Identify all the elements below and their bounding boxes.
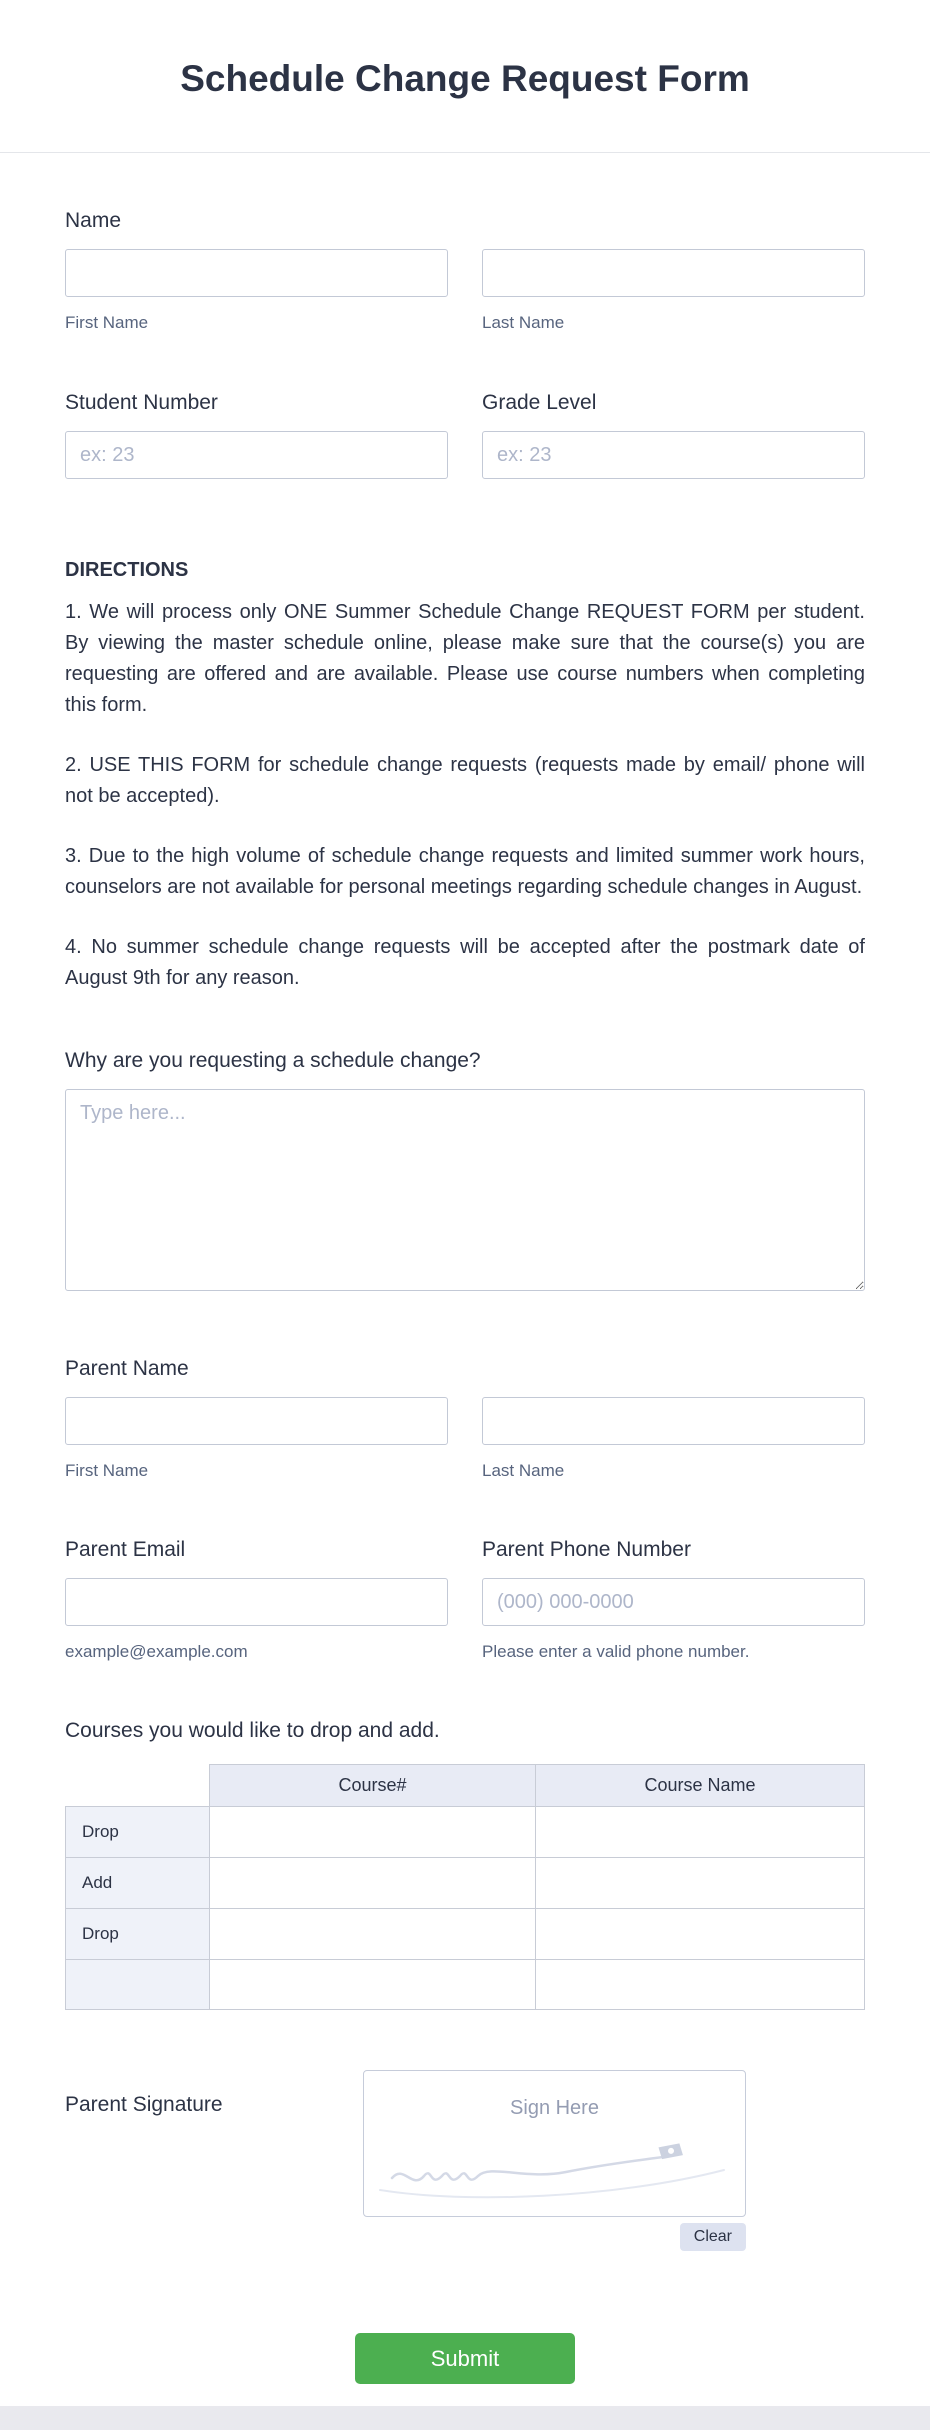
course-table bbox=[65, 1764, 865, 2010]
row-header-drop-1: Drop bbox=[65, 1806, 209, 1857]
course-cell-drop2-number[interactable] bbox=[209, 1908, 535, 1959]
student-number-field-group bbox=[65, 390, 448, 479]
parent-name-label: Parent Name bbox=[65, 1357, 189, 1380]
signature-pad[interactable] bbox=[363, 2070, 746, 2217]
course-cell-add-name[interactable] bbox=[535, 1857, 865, 1908]
parent-last-name-sublabel: Last Name bbox=[482, 1461, 565, 1480]
directions-heading: DIRECTIONS bbox=[65, 559, 189, 581]
parent-email-label: Parent Email bbox=[65, 1538, 186, 1561]
student-number-label: Student Number bbox=[65, 391, 218, 414]
grade-level-field-group bbox=[482, 390, 865, 479]
row-header-drop-2: Drop bbox=[65, 1908, 209, 1959]
form-content bbox=[0, 208, 930, 2384]
signature-squiggle-icon bbox=[376, 2126, 731, 2210]
courses-label: Courses you would like to drop and add. bbox=[65, 1719, 440, 1742]
reason-field-group bbox=[65, 1048, 865, 1296]
page-header bbox=[0, 0, 930, 153]
courses-section bbox=[65, 1718, 865, 2010]
course-table-corner-cell bbox=[65, 1764, 209, 1806]
course-number-header: Course# bbox=[209, 1764, 535, 1806]
reason-label: Why are you requesting a schedule change? bbox=[65, 1049, 481, 1072]
first-name-sublabel: First Name bbox=[65, 313, 149, 332]
row-header-empty bbox=[65, 1959, 209, 2010]
directions-paragraph-4: 4. No summer schedule change requests will be accepted after the postmark date of August 9th for any reason. bbox=[65, 936, 865, 989]
course-cell-drop2-name[interactable] bbox=[535, 1908, 865, 1959]
course-name-header: Course Name bbox=[535, 1764, 865, 1806]
name-label: Name bbox=[65, 209, 122, 232]
parent-first-name-sublabel: First Name bbox=[65, 1461, 149, 1480]
page-background-strip bbox=[0, 2406, 930, 2430]
course-cell-drop1-number[interactable] bbox=[209, 1806, 535, 1857]
signature-clear-button[interactable]: Clear bbox=[680, 2223, 746, 2251]
course-cell-add-number[interactable] bbox=[209, 1857, 535, 1908]
grade-level-label: Grade Level bbox=[482, 391, 597, 414]
parent-phone-input[interactable] bbox=[482, 1578, 865, 1626]
parent-phone-label: Parent Phone Number bbox=[482, 1538, 691, 1561]
pen-nib-icon bbox=[654, 2135, 687, 2168]
last-name-sublabel: Last Name bbox=[482, 313, 565, 332]
signature-section bbox=[65, 2070, 865, 2251]
form-title: Schedule Change Request Form bbox=[180, 58, 750, 99]
signature-label: Parent Signature bbox=[65, 2093, 223, 2116]
name-field-group bbox=[65, 208, 865, 333]
student-number-input[interactable] bbox=[65, 431, 448, 479]
parent-first-name-input[interactable] bbox=[65, 1397, 448, 1445]
parent-last-name-input[interactable] bbox=[482, 1397, 865, 1445]
parent-email-sublabel: example@example.com bbox=[65, 1642, 248, 1661]
parent-phone-sublabel: Please enter a valid phone number. bbox=[482, 1642, 750, 1661]
parent-email-input[interactable] bbox=[65, 1578, 448, 1626]
row-header-add: Add bbox=[65, 1857, 209, 1908]
last-name-input[interactable] bbox=[482, 249, 865, 297]
first-name-input[interactable] bbox=[65, 249, 448, 297]
email-phone-row bbox=[65, 1537, 865, 1662]
student-grade-row bbox=[65, 390, 865, 479]
course-cell-drop1-name[interactable] bbox=[535, 1806, 865, 1857]
reason-textarea[interactable] bbox=[65, 1089, 865, 1291]
directions-section bbox=[65, 557, 865, 994]
submit-row bbox=[65, 2333, 865, 2384]
parent-phone-field-group bbox=[482, 1537, 865, 1662]
sign-here-text: Sign Here bbox=[510, 2097, 599, 2119]
parent-email-field-group bbox=[65, 1537, 448, 1662]
course-cell-4-number[interactable] bbox=[209, 1959, 535, 2010]
directions-paragraph-3: 3. Due to the high volume of schedule change requests and limited summer work hours, counselors are not available for personal meetings regarding schedule changes in August. bbox=[65, 845, 865, 898]
grade-level-input[interactable] bbox=[482, 431, 865, 479]
parent-name-field-group bbox=[65, 1356, 865, 1481]
submit-button[interactable]: Submit bbox=[355, 2333, 575, 2384]
course-cell-4-name[interactable] bbox=[535, 1959, 865, 2010]
directions-paragraph-2: 2. USE THIS FORM for schedule change requests (requests made by email/ phone will not be accepted). bbox=[65, 754, 865, 807]
directions-paragraph-1: 1. We will process only ONE Summer Schedule Change REQUEST FORM per student. By viewing the master schedule online, please make sure that the course(s) you are requesting are offered and are available. Please use course numbers when completing this form. bbox=[65, 601, 865, 716]
